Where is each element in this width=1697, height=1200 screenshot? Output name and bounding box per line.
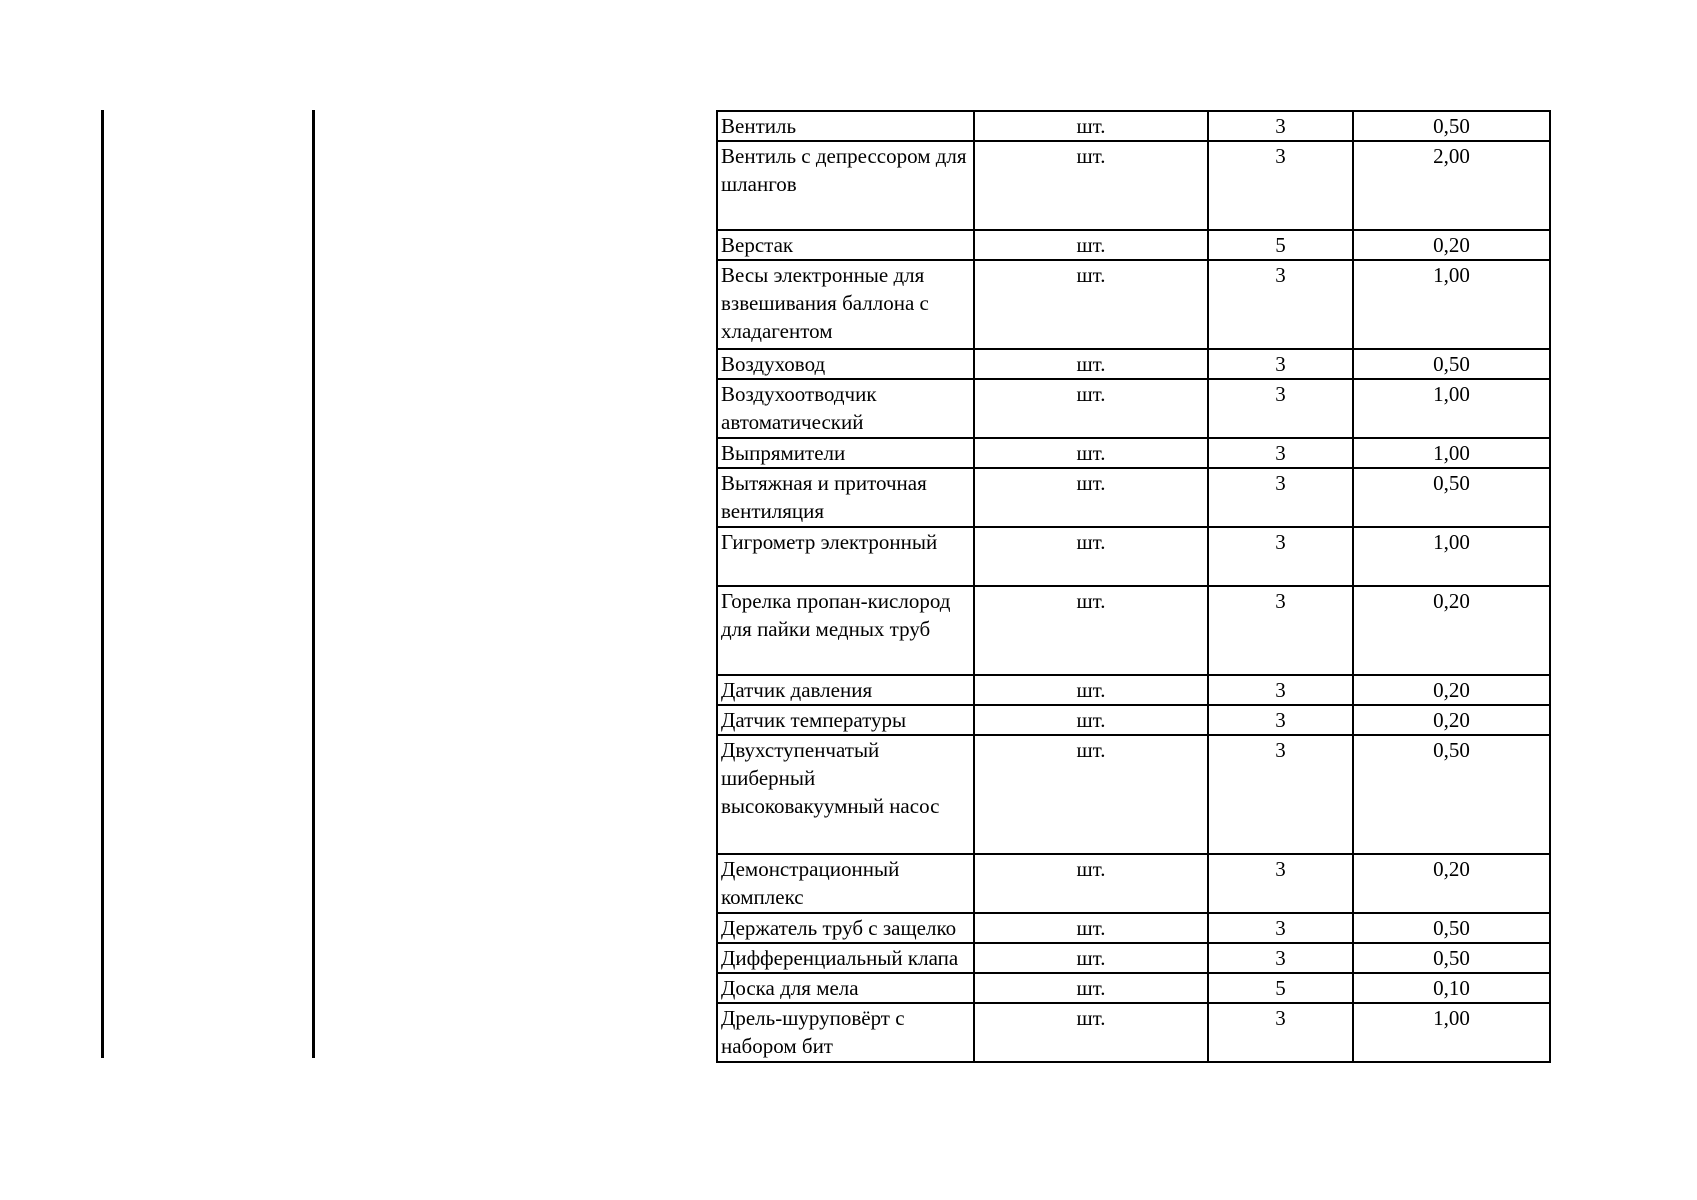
item-value: 1,00 bbox=[1353, 1003, 1550, 1062]
item-value: 0,20 bbox=[1353, 230, 1550, 260]
item-value: 1,00 bbox=[1353, 527, 1550, 586]
item-name: Вентиль с депрессором для шлангов bbox=[717, 141, 974, 230]
inner-border-rule bbox=[312, 110, 315, 1058]
item-unit: шт. bbox=[974, 379, 1208, 438]
table-row bbox=[717, 230, 1550, 260]
table-row bbox=[717, 735, 1550, 854]
item-value: 0,50 bbox=[1353, 943, 1550, 973]
item-name: Выпрямители bbox=[717, 438, 974, 468]
item-name: Датчик температуры bbox=[717, 705, 974, 735]
item-name: Двухступенчатый шиберный высоковакуумный насос bbox=[717, 735, 974, 854]
item-quantity: 3 bbox=[1208, 735, 1353, 854]
table-row bbox=[717, 675, 1550, 705]
item-quantity: 3 bbox=[1208, 943, 1353, 973]
item-quantity: 3 bbox=[1208, 349, 1353, 379]
item-name: Воздуховод bbox=[717, 349, 974, 379]
item-quantity: 3 bbox=[1208, 527, 1353, 586]
item-quantity: 3 bbox=[1208, 1003, 1353, 1062]
item-value: 0,50 bbox=[1353, 913, 1550, 943]
item-name: Горелка пропан-кислород для пайки медных труб bbox=[717, 586, 974, 675]
item-unit: шт. bbox=[974, 230, 1208, 260]
table-row bbox=[717, 943, 1550, 973]
table-row bbox=[717, 586, 1550, 675]
item-quantity: 3 bbox=[1208, 854, 1353, 913]
table-row bbox=[717, 854, 1550, 913]
item-name: Воздухоотводчик автоматический bbox=[717, 379, 974, 438]
item-unit: шт. bbox=[974, 527, 1208, 586]
equipment-table bbox=[716, 110, 1551, 1063]
table-row bbox=[717, 379, 1550, 438]
item-value: 2,00 bbox=[1353, 141, 1550, 230]
item-value: 0,10 bbox=[1353, 973, 1550, 1003]
item-unit: шт. bbox=[974, 705, 1208, 735]
table-row bbox=[717, 527, 1550, 586]
table-row bbox=[717, 438, 1550, 468]
item-unit: шт. bbox=[974, 111, 1208, 141]
item-unit: шт. bbox=[974, 913, 1208, 943]
table-row bbox=[717, 973, 1550, 1003]
item-value: 0,20 bbox=[1353, 705, 1550, 735]
item-name: Дифференциальный клапа bbox=[717, 943, 974, 973]
item-unit: шт. bbox=[974, 1003, 1208, 1062]
item-quantity: 5 bbox=[1208, 973, 1353, 1003]
item-value: 0,20 bbox=[1353, 675, 1550, 705]
item-quantity: 3 bbox=[1208, 675, 1353, 705]
item-value: 0,50 bbox=[1353, 111, 1550, 141]
item-quantity: 3 bbox=[1208, 438, 1353, 468]
item-value: 0,20 bbox=[1353, 586, 1550, 675]
item-unit: шт. bbox=[974, 468, 1208, 527]
item-unit: шт. bbox=[974, 675, 1208, 705]
item-name: Демонстрационный комплекс bbox=[717, 854, 974, 913]
table-row bbox=[717, 260, 1550, 349]
table-row bbox=[717, 913, 1550, 943]
table-row bbox=[717, 705, 1550, 735]
item-quantity: 3 bbox=[1208, 913, 1353, 943]
item-unit: шт. bbox=[974, 735, 1208, 854]
table-row bbox=[717, 468, 1550, 527]
item-name: Весы электронные для взвешивания баллона с хладагентом bbox=[717, 260, 974, 349]
item-unit: шт. bbox=[974, 854, 1208, 913]
item-value: 1,00 bbox=[1353, 379, 1550, 438]
left-border-rule bbox=[101, 110, 104, 1058]
table-row bbox=[717, 111, 1550, 141]
item-unit: шт. bbox=[974, 973, 1208, 1003]
item-value: 0,50 bbox=[1353, 468, 1550, 527]
item-value: 0,20 bbox=[1353, 854, 1550, 913]
item-unit: шт. bbox=[974, 586, 1208, 675]
item-value: 0,50 bbox=[1353, 349, 1550, 379]
item-name: Держатель труб с защелко bbox=[717, 913, 974, 943]
item-quantity: 3 bbox=[1208, 705, 1353, 735]
table-row bbox=[717, 141, 1550, 230]
item-unit: шт. bbox=[974, 141, 1208, 230]
item-value: 0,50 bbox=[1353, 735, 1550, 854]
item-name: Верстак bbox=[717, 230, 974, 260]
item-quantity: 3 bbox=[1208, 111, 1353, 141]
item-quantity: 3 bbox=[1208, 260, 1353, 349]
table-row bbox=[717, 349, 1550, 379]
item-quantity: 3 bbox=[1208, 586, 1353, 675]
item-name: Вентиль bbox=[717, 111, 974, 141]
item-name: Доска для мела bbox=[717, 973, 974, 1003]
item-value: 1,00 bbox=[1353, 438, 1550, 468]
item-name: Дрель-шуруповёрт с набором бит bbox=[717, 1003, 974, 1062]
item-unit: шт. bbox=[974, 438, 1208, 468]
item-quantity: 3 bbox=[1208, 141, 1353, 230]
item-unit: шт. bbox=[974, 943, 1208, 973]
item-quantity: 5 bbox=[1208, 230, 1353, 260]
item-quantity: 3 bbox=[1208, 468, 1353, 527]
table-row bbox=[717, 1003, 1550, 1062]
item-unit: шт. bbox=[974, 349, 1208, 379]
item-name: Вытяжная и приточная вентиляция bbox=[717, 468, 974, 527]
item-name: Датчик давления bbox=[717, 675, 974, 705]
item-unit: шт. bbox=[974, 260, 1208, 349]
item-quantity: 3 bbox=[1208, 379, 1353, 438]
item-name: Гигрометр электронный bbox=[717, 527, 974, 586]
item-value: 1,00 bbox=[1353, 260, 1550, 349]
